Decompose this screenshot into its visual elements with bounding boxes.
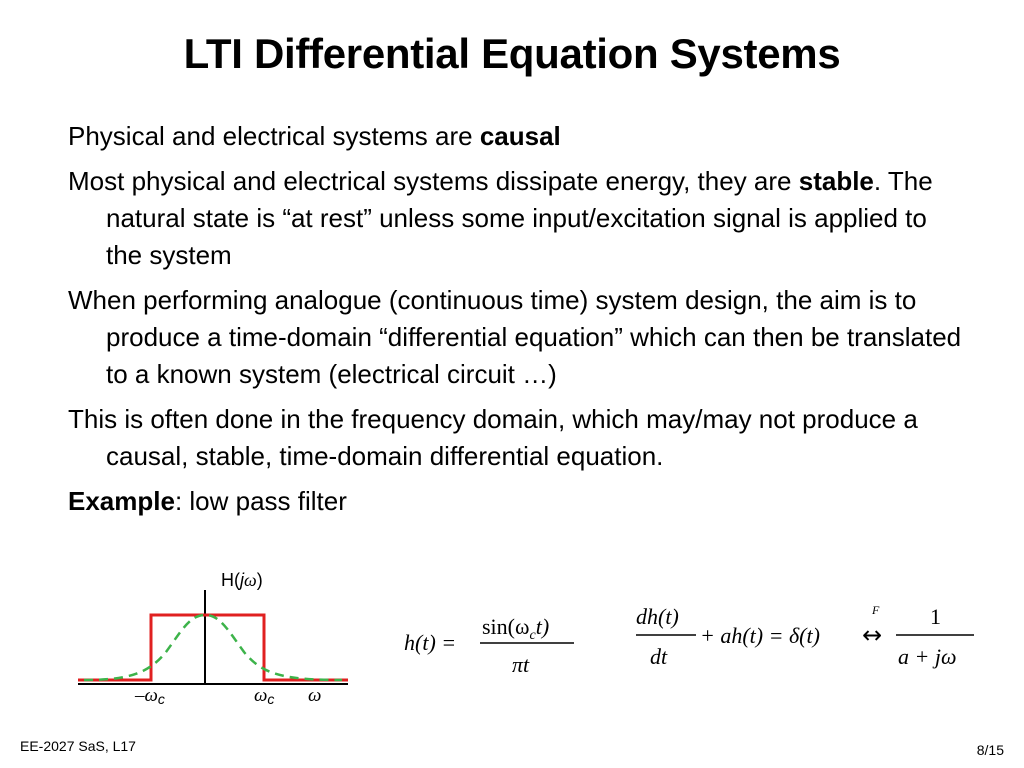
bullet-text: Most physical and electrical systems dissipate energy, they are [68, 166, 799, 196]
bullet-frequency [68, 401, 968, 475]
eq2-rhs-denominator: a + jω [898, 644, 957, 669]
y-axis-label: H(jω) [221, 570, 263, 590]
neg-cutoff-label: –ωc [135, 685, 165, 707]
bullet-causal [68, 118, 968, 155]
eq2-denominator: dt [650, 644, 668, 669]
bullet-stable [68, 163, 968, 274]
differential-equation [634, 596, 994, 686]
bullet-list [68, 118, 968, 528]
bullet-bold: stable [798, 166, 874, 196]
footer-page-number: 8/15 [976, 742, 1004, 758]
bullet-example [68, 483, 968, 520]
bullet-bold: causal [479, 121, 561, 151]
lowpass-response-graph [78, 568, 368, 708]
bullet-design [68, 282, 968, 393]
gaussian-response [84, 615, 342, 680]
eq1-denominator: πt [512, 652, 530, 677]
bullet-text: Physical and electrical systems are [68, 121, 480, 151]
pos-cutoff-label: ωc [254, 685, 275, 707]
eq2-rest: + ah(t) = δ(t) [700, 623, 820, 648]
transform-arrow: ↔ [862, 621, 883, 649]
eq2-numerator: dh(t) [636, 604, 679, 629]
eq1-lhs: h(t) = [404, 630, 457, 655]
example-text: : low pass filter [174, 486, 347, 516]
impulse-response-equation [402, 610, 602, 680]
example-label: Example [68, 486, 175, 516]
eq2-rhs-numerator: 1 [930, 604, 941, 629]
bullet-tail: . The natural state is “at rest” unless some input/excitation signal is applied to the system [106, 166, 933, 270]
bullet-text: When performing analogue (continuous time) system design, the aim is to produce a time-domain “differential equation” which can then be translated to a known system (electrical circuit …) [68, 285, 962, 389]
footer-course: EE-2027 SaS, L17 [20, 738, 136, 754]
transform-label: F [872, 603, 880, 617]
ideal-response [78, 615, 348, 680]
x-axis-label: ω [308, 685, 322, 706]
slide-title: LTI Differential Equation Systems [183, 30, 841, 77]
bullet-text: This is often done in the frequency domain, which may/may not produce a causal, stable, time-domain differential equation. [68, 404, 918, 471]
eq1-numerator: $\sin(\omega_ct)$ [482, 614, 550, 643]
